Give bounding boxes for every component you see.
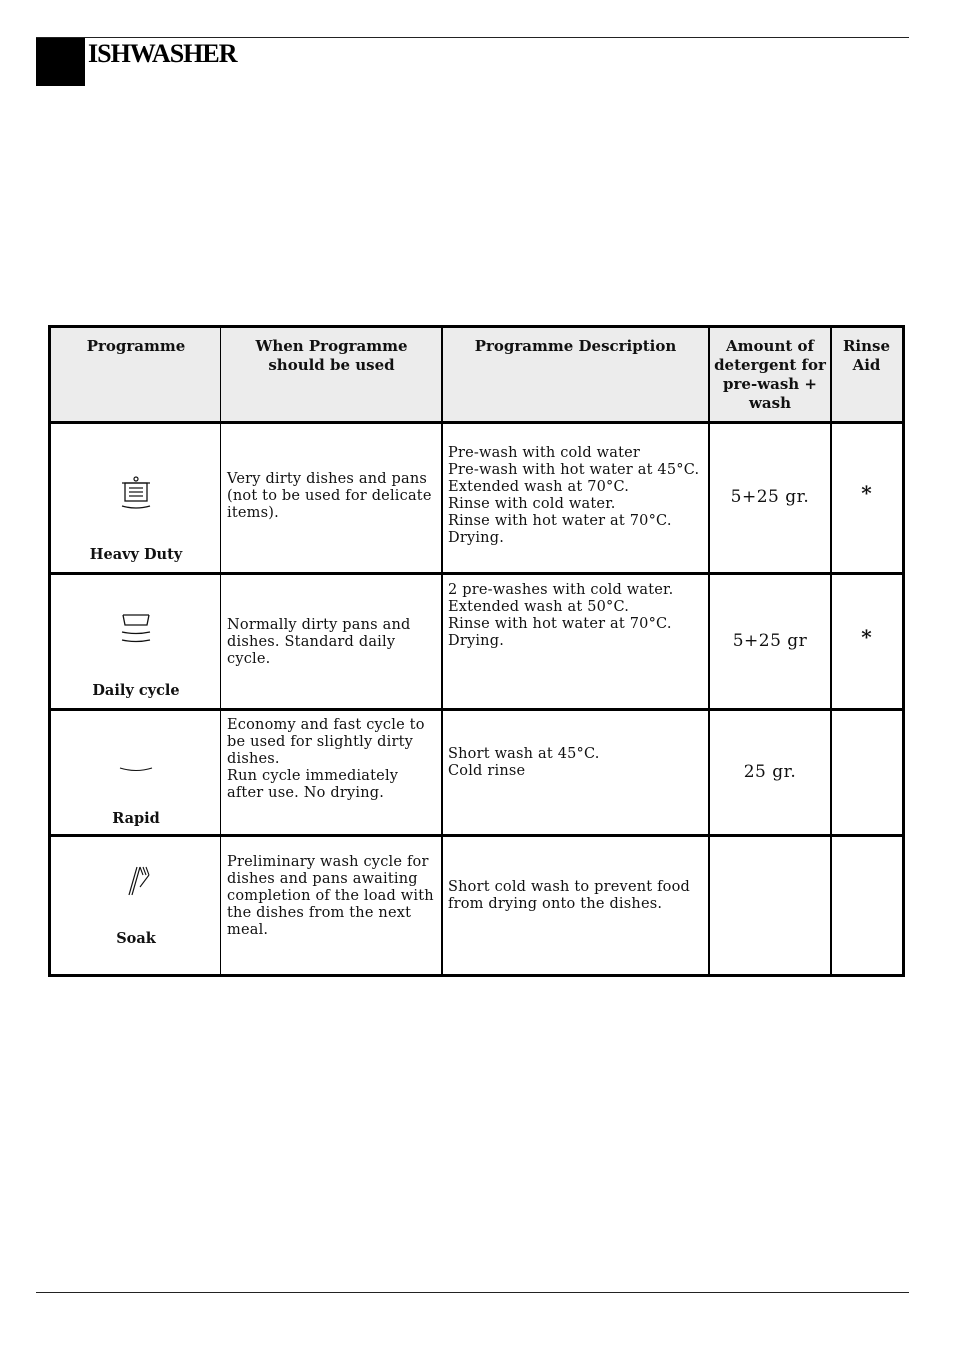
table-header-row (51, 328, 902, 423)
description-cell (442, 574, 709, 710)
column-divider (830, 328, 832, 974)
programme-cell (51, 423, 221, 574)
header-when-used: When Programme should be used (255, 337, 408, 374)
detergent-cell (709, 574, 831, 710)
rinse-aid-cell (831, 836, 902, 974)
detergent-cell (709, 710, 831, 836)
description-cell (442, 836, 709, 974)
description-cell (442, 423, 709, 574)
when-cell (221, 836, 442, 974)
rinse-aid-cell (831, 710, 902, 836)
rinse-aid-mark: * (861, 625, 872, 649)
header-black-block (36, 38, 85, 86)
table-row (51, 836, 902, 974)
table-row (51, 423, 902, 574)
detergent-amount: 25 gr. (743, 762, 797, 782)
row-divider (51, 421, 902, 424)
programme-name: Daily cycle (92, 682, 180, 699)
daily-cycle-bowl-icon (116, 608, 156, 648)
programme-cell (51, 574, 221, 710)
when-cell (221, 710, 442, 836)
when-text: Preliminary wash cycle for dishes and pans awaiting completion of the load with the dishes from the next meal. (227, 854, 434, 938)
header-rinse-aid: Rinse Aid (842, 337, 891, 374)
detergent-cell (709, 423, 831, 574)
rinse-aid-cell (831, 423, 902, 574)
header-programme: Programme (86, 337, 186, 355)
programme-cell (51, 836, 221, 974)
rinse-aid-cell (831, 574, 902, 710)
description-text: Short wash at 45°C. Cold rinse (448, 746, 600, 779)
when-text: Normally dirty pans and dishes. Standard daily cycle. (227, 617, 411, 667)
rapid-dish-icon (116, 754, 156, 794)
detergent-cell (709, 836, 831, 974)
page-title: ISHWASHER (88, 39, 237, 68)
row-divider (51, 708, 902, 711)
table-row (51, 710, 902, 836)
when-cell (221, 574, 442, 710)
soak-shower-icon (116, 861, 156, 901)
column-divider (441, 328, 443, 974)
detergent-amount: 5+25 gr. (730, 487, 810, 507)
detergent-amount: 5+25 gr (732, 631, 808, 651)
description-text: 2 pre-washes with cold water. Extended wash at 50°C. Rinse with hot water at 70°C. Drying. (448, 582, 674, 649)
programme-cell (51, 710, 221, 836)
header-description: Programme Description (474, 337, 677, 355)
description-text: Short cold wash to prevent food from drying onto the dishes. (448, 879, 691, 912)
heavy-duty-pot-icon (116, 473, 156, 513)
bottom-rule (36, 1292, 909, 1293)
description-cell (442, 710, 709, 836)
programme-table (48, 325, 905, 977)
when-cell (221, 423, 442, 574)
column-divider (708, 328, 710, 974)
row-divider (51, 834, 902, 837)
programme-name: Rapid (112, 810, 160, 827)
programme-name: Soak (116, 930, 156, 947)
when-text: Very dirty dishes and pans (not to be used for delicate items). (227, 471, 432, 521)
table-row (51, 574, 902, 710)
description-text: Pre-wash with cold water Pre-wash with hot water at 45°C. Extended wash at 70°C. Rinse with cold water. Rinse with hot water at 70°C. Drying. (448, 445, 700, 546)
column-divider (220, 328, 221, 974)
header-detergent: Amount of detergent for pre-wash + wash (714, 337, 826, 412)
row-divider (51, 572, 902, 575)
when-text: Economy and fast cycle to be used for slightly dirty dishes. Run cycle immediately after use. No drying. (227, 717, 425, 801)
programme-name: Heavy Duty (89, 546, 183, 563)
rinse-aid-mark: * (861, 481, 872, 505)
